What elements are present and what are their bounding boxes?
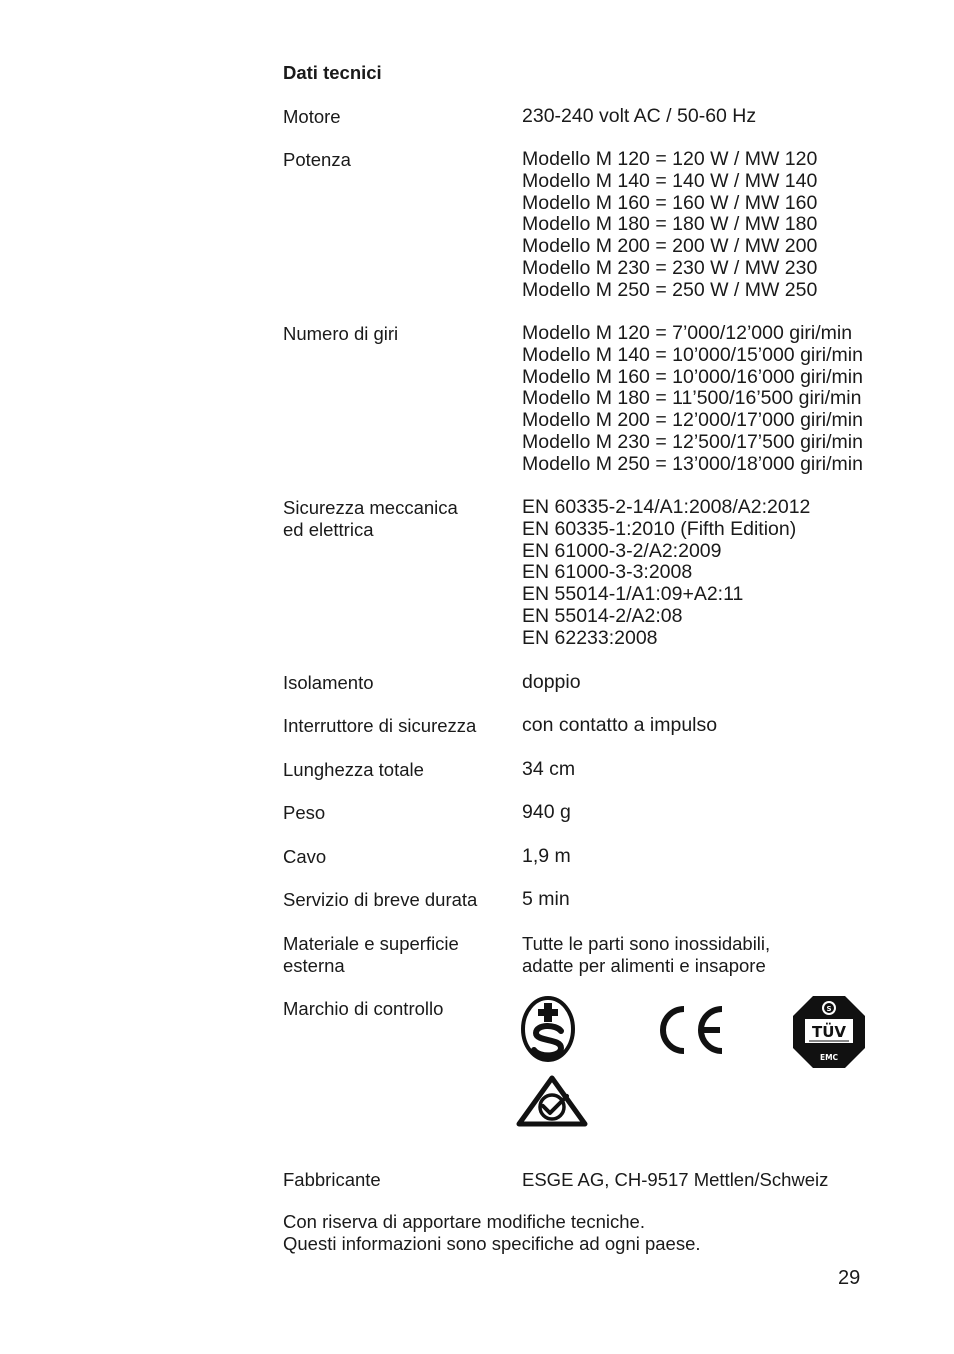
norm-line: EN 61000-3-2/A2:2009 (522, 539, 722, 562)
ce-mark-icon (652, 1003, 728, 1057)
giri-line: Modello M 140 = 10’000/15’000 giri/min (522, 343, 863, 366)
spec-label-sicurezza (283, 497, 458, 541)
spec-value-materiale (522, 933, 770, 977)
spec-value-lunghezza: 34 cm (522, 758, 576, 780)
tuv-emc-mark-icon (791, 994, 867, 1070)
spec-label-giri: Numero di giri (283, 323, 399, 344)
potenza-line: Modello M 120 = 120 W / MW 120 (522, 148, 818, 170)
spec-value-giri (522, 323, 863, 476)
norm-line: EN 61000-3-3:2008 (522, 561, 693, 584)
spec-label-potenza: Potenza (283, 149, 351, 170)
potenza-line: Modello M 160 = 160 W / MW 160 (522, 191, 818, 214)
spec-value-isolamento: doppio (522, 671, 581, 693)
spec-label-servizio: Servizio di breve durata (283, 889, 478, 910)
section-heading: Dati tecnici (283, 62, 382, 83)
spec-value-potenza (522, 149, 817, 302)
spec-value-servizio: 5 min (522, 888, 570, 910)
tuv-emc-text: EMC (819, 1053, 839, 1062)
spec-value-peso: 940 g (522, 801, 571, 823)
spec-value-cavo: 1,9 m (522, 845, 571, 867)
spec-label-lunghezza: Lunghezza totale (283, 759, 424, 780)
footnote-line: Questi informazioni sono specifiche ad ogni paese. (283, 1233, 701, 1254)
spec-value-motore: 230-240 volt AC / 50-60 Hz (522, 105, 757, 127)
giri-line: Modello M 200 = 12’000/17’000 giri/min (522, 409, 863, 432)
footnote (283, 1211, 701, 1255)
spec-label-materiale (283, 933, 459, 977)
spec-value-sicurezza (522, 497, 810, 650)
norm-line: EN 55014-1/A1:09+A2:11 (522, 583, 744, 606)
potenza-line: Modello M 180 = 180 W / MW 180 (522, 213, 818, 236)
spec-label-motore: Motore (283, 106, 341, 127)
materiale-label-line: esterna (283, 955, 345, 976)
spec-value-interruttore: con contatto a impulso (522, 714, 718, 736)
spec-label-cavo: Cavo (283, 846, 327, 867)
giri-line: Modello M 250 = 13’000/18’000 giri/min (522, 452, 863, 475)
norm-line: EN 60335-1:2010 (Fifth Edition) (522, 517, 797, 540)
spec-label-isolamento: Isolamento (283, 672, 374, 693)
giri-line: Modello M 180 = 11’500/16’500 giri/min (522, 387, 862, 410)
spec-label-peso: Peso (283, 802, 326, 823)
potenza-line: Modello M 200 = 200 W / MW 200 (522, 235, 818, 258)
norm-line: EN 62233:2008 (522, 626, 658, 649)
sicurezza-label-line: ed elettrica (283, 519, 374, 540)
spec-value-fabbricante: ESGE AG, CH-9517 Mettlen/Schweiz (522, 1169, 829, 1190)
swiss-s-safety-mark-icon (520, 995, 576, 1063)
materiale-value-line: adatte per alimenti e insapore (522, 955, 766, 976)
giri-line: Modello M 120 = 7’000/12’000 giri/min (522, 322, 853, 344)
materiale-label-line: Materiale e superficie (283, 933, 459, 954)
norm-line: EN 55014-2/A2:08 (522, 604, 683, 627)
tuv-mark-text: TÜV (811, 1023, 847, 1041)
spec-label-fabbricante: Fabbricante (283, 1169, 381, 1190)
potenza-line: Modello M 140 = 140 W / MW 140 (522, 169, 818, 192)
giri-line: Modello M 230 = 12’500/17’500 giri/min (522, 430, 863, 453)
svg-text:S: S (826, 1005, 832, 1013)
potenza-line: Modello M 230 = 230 W / MW 230 (522, 256, 818, 279)
sicurezza-label-line: Sicurezza meccanica (283, 497, 458, 518)
giri-line: Modello M 160 = 10’000/16’000 giri/min (522, 365, 863, 388)
spec-label-interruttore: Interruttore di sicurezza (283, 715, 477, 736)
rcm-mark-icon (515, 1074, 589, 1130)
page-number: 29 (838, 1267, 861, 1289)
footnote-line: Con riserva di apportare modifiche tecniche. (283, 1211, 645, 1232)
potenza-line: Modello M 250 = 250 W / MW 250 (522, 278, 818, 301)
spec-label-marchio: Marchio di controllo (283, 998, 444, 1019)
materiale-value-line: Tutte le parti sono inossidabili, (522, 933, 771, 954)
norm-line: EN 60335-2-14/A1:2008/A2:2012 (522, 496, 811, 518)
